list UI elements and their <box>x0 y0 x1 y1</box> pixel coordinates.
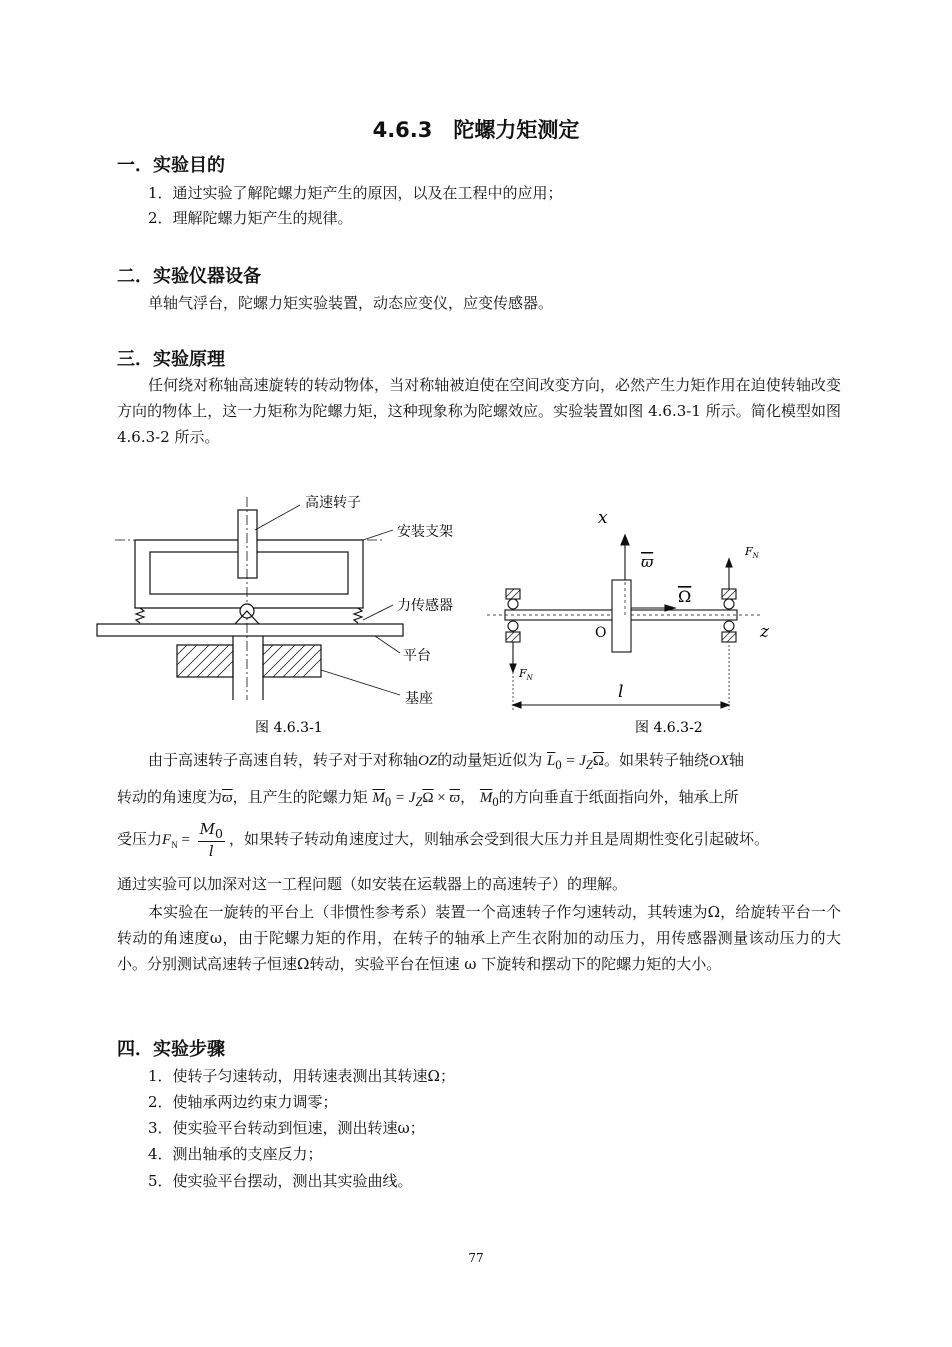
formula-L0: $\overline{L}_0 = J_Z\overline{\Omega}$ <box>547 753 604 772</box>
figure-2-diagram <box>487 535 760 710</box>
s1-item-2: 2．理解陀螺力矩产生的规律。 <box>148 209 353 227</box>
s2-text: 单轴气浮台，陀螺力矩实验装置，动态应变仪，应变传感器。 <box>148 294 554 312</box>
formula-M0: $\overline{M}_0 = J_Z\overline{\Omega} \times \overline{ϖ}$ <box>372 790 461 809</box>
section-3-heading: 三．实验原理 <box>117 349 225 370</box>
section-2-heading: 二．实验仪器设备 <box>117 266 261 287</box>
formula-fraction: $\frac{M_0}{l}$ <box>199 820 223 860</box>
s3-paragraph-6: 本实验在一旋转的平台上（非惯性参考系）装置一个高速转子作匀速转动，其转速为Ω，给旋转平台一个转动的角速度ω，由于陀螺力矩的作用，在转子的轴承上产生衣附加的动压力，用传感器测量该动压力的大小。分别测试高速转子恒速Ω转动，实验平台在恒速 ω 下旋转和摆动下的陀螺力矩的大小。 <box>117 903 841 973</box>
page-number: 77 <box>468 1251 484 1265</box>
s1-item-1: 1．通过实验了解陀螺力矩产生的原因，以及在工程中的应用； <box>148 184 563 202</box>
label-platform: 平台 <box>403 648 431 664</box>
s3-paragraph-1: 任何绕对称轴高速旋转的转动物体，当对称轴被迫使在空间改变方向，必然产生力矩作用在迫使转轴改变方向的物体上，这一力矩称为陀螺力矩，这种现象称为陀螺效应。实验装置如图 4.6.3-1 所示。简化模型如图 4.6.3-2 所示。 <box>117 376 841 446</box>
figure-1-caption: 图 4.6.3-1 <box>255 720 323 736</box>
omega-big-label: Ω <box>678 587 692 606</box>
figure-1-diagram <box>97 497 403 700</box>
figures <box>95 485 855 740</box>
figure-2-caption: 图 4.6.3-2 <box>635 720 703 736</box>
s3-paragraph-4: 受压力$F_N$ = $\frac{M_0}{l}$ ，如果转子转动角速度过大，则轴承会受到很大压力并且是周期性变化引起破坏。 <box>117 820 769 860</box>
s3-paragraph-5: 通过实验可以加深对这一工程问题（如安装在运载器上的高速转子）的理解。 <box>117 875 628 893</box>
label-base: 基座 <box>405 691 433 707</box>
section-4-heading: 四．实验步骤 <box>117 1039 225 1060</box>
s4-item-4: 4．测出轴承的支座反力； <box>148 1145 323 1163</box>
s4-item-2: 2．使轴承两边约束力调零； <box>148 1093 338 1111</box>
fn-right-label: $F_N$ <box>745 545 759 560</box>
length-label: l <box>618 682 624 702</box>
label-bracket: 安装支架 <box>397 524 453 540</box>
page-title: 4.6.3 陀螺力矩测定 <box>372 118 580 142</box>
axis-x-label: x <box>598 508 608 528</box>
fn-left-label: $F_N$ <box>519 667 533 682</box>
s4-item-5: 5．使实验平台摆动，测出其实验曲线。 <box>148 1172 413 1190</box>
formula-FN: $F_N$ = <box>162 832 194 850</box>
s4-item-3: 3．使实验平台转动到恒速，测出转速ω； <box>148 1119 425 1137</box>
axis-z-label: z <box>760 622 769 642</box>
label-force-sensor: 力传感器 <box>397 598 453 614</box>
s3-paragraph-3: 转动的角速度为$\overline{ϖ}$，且产生的陀螺力矩 $\overline{M}_0 = J_Z\overline{\Omega} \times \overline{ϖ}$， $\overline{M}_0$的方向垂直于纸面指向外，轴承上所 <box>117 788 739 809</box>
label-rotor: 高速转子 <box>305 495 361 511</box>
omega-small-label: ϖ <box>641 553 654 571</box>
s4-item-1: 1．使转子匀速转动，用转速表测出其转速Ω； <box>148 1067 455 1085</box>
section-1-heading: 一．实验目的 <box>117 155 225 176</box>
origin-label: O <box>595 625 607 641</box>
s3-paragraph-2: 由于高速转子高速自转，转子对于对称轴OZ的动量矩近似为 $\overline{L}_0 = J_Z\overline{\Omega}$。如果转子轴绕OX轴 <box>148 751 745 772</box>
